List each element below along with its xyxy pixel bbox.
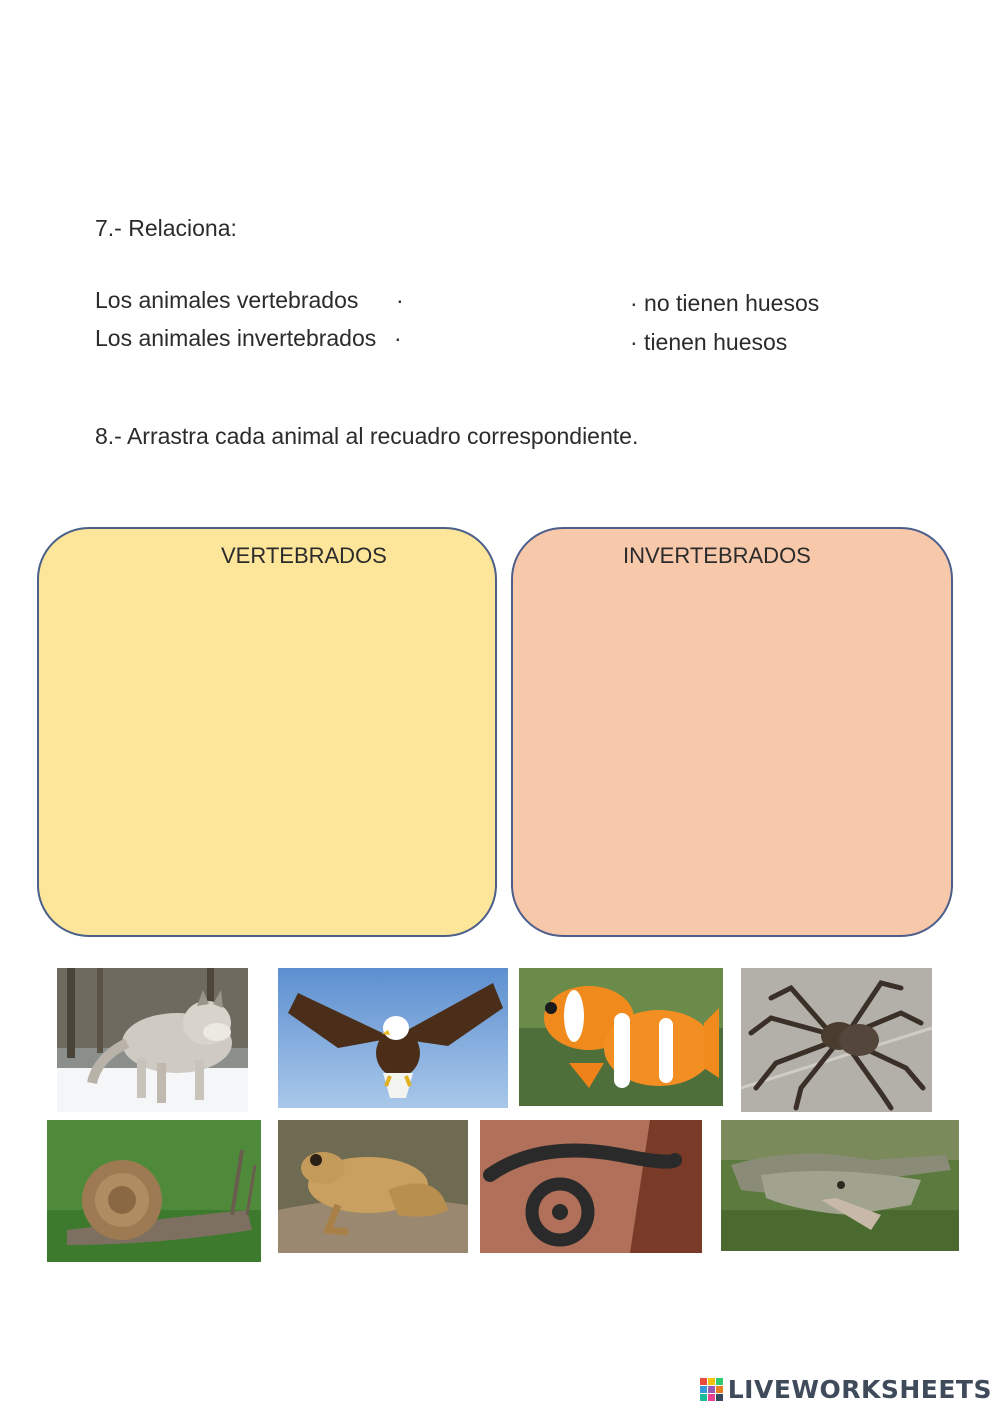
q7-title: 7.- Relaciona: [95,215,237,241]
vertebrados-drop-zone[interactable] [37,527,497,937]
crocodile-image[interactable] [721,1120,959,1251]
q7-left-item-vertebrados: Los animales vertebrados [95,287,359,313]
liveworksheets-logo [700,1375,992,1404]
q7-right-item-no-huesos[interactable]: · no tienen huesos [630,290,820,316]
q7-right-item-huesos[interactable]: · tienen huesos [630,329,788,355]
snail-image[interactable] [47,1120,261,1262]
q7-left-dot-1[interactable]: · [396,287,404,313]
invertebrados-label: INVERTEBRADOS [623,543,811,568]
liveworksheets-grid-icon [700,1378,724,1402]
q7-left-item-invertebrados: Los animales invertebrados [95,325,377,351]
q7-left-dot-2[interactable]: · [394,325,402,351]
vertebrados-label: VERTEBRADOS [221,543,387,568]
q8-title: 8.- Arrastra cada animal al recuadro correspondiente. [95,423,639,449]
wolf-image[interactable] [57,968,248,1112]
millipede-image[interactable] [480,1120,702,1253]
eagle-image[interactable] [278,968,508,1108]
liveworksheets-brand-text: LIVEWORKSHEETS [727,1375,992,1404]
spider-image[interactable] [741,968,932,1112]
invertebrados-drop-zone[interactable] [511,527,953,937]
clownfish-image[interactable] [519,968,723,1106]
frog-image[interactable] [278,1120,468,1253]
